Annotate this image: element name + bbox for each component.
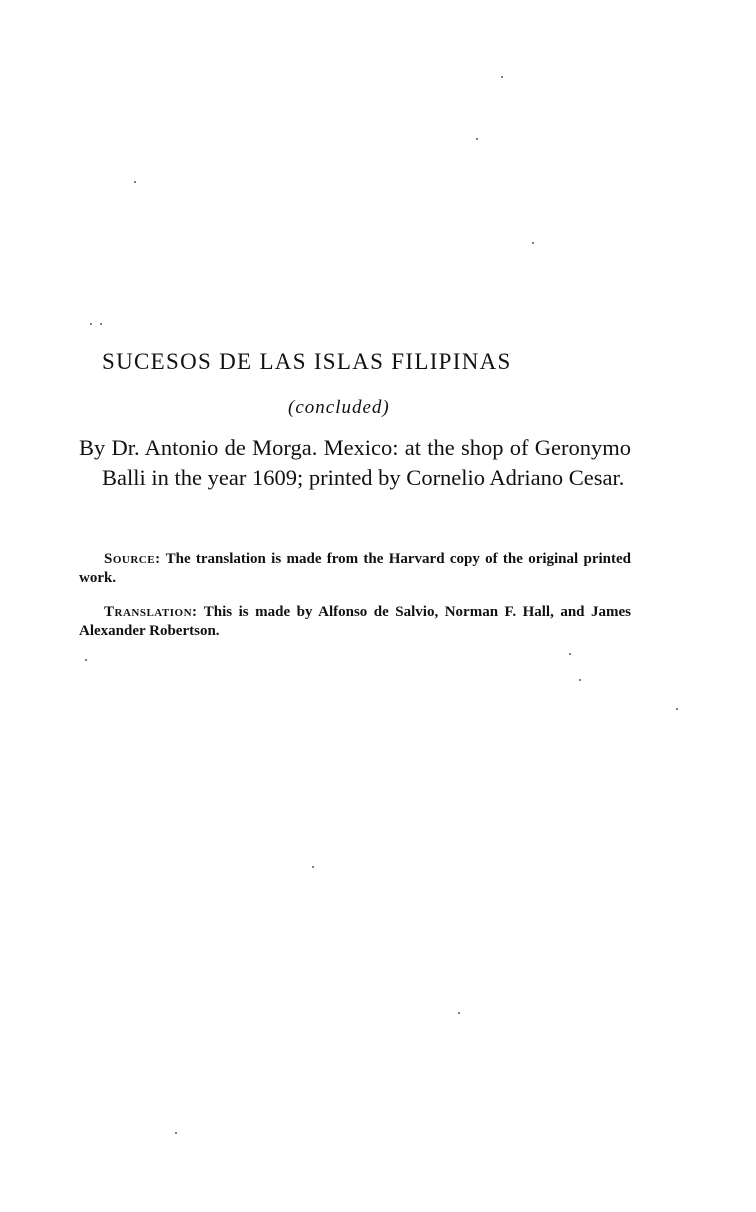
document-subtitle: (concluded) bbox=[288, 397, 390, 418]
scan-speck bbox=[312, 866, 314, 868]
translation-text: This is made by Alfonso de Salvio, Norman F. Hall, and James Alexander Robertson. bbox=[79, 604, 631, 639]
source-label: Source: bbox=[104, 551, 161, 567]
scan-speck bbox=[100, 323, 102, 325]
scan-speck bbox=[569, 653, 571, 655]
scan-speck bbox=[134, 181, 136, 183]
scan-speck bbox=[175, 1132, 177, 1134]
scan-speck bbox=[85, 659, 87, 661]
scan-speck bbox=[501, 76, 503, 78]
scan-speck bbox=[579, 679, 581, 681]
document-title: SUCESOS DE LAS ISLAS FILIPINAS bbox=[102, 349, 512, 374]
source-text: The translation is made from the Harvard copy of the original printed work. bbox=[79, 551, 631, 586]
bibliographic-citation: By Dr. Antonio de Morga. Mexico: at the shop of Geronymo Balli in the year 1609; printed by Cornelio Adriano Cesar. bbox=[79, 435, 631, 490]
translation-label: Translation: bbox=[104, 604, 198, 620]
scan-speck bbox=[476, 138, 478, 140]
source-note bbox=[79, 550, 631, 588]
scan-speck bbox=[676, 708, 678, 710]
translation-note bbox=[79, 603, 631, 641]
scan-speck bbox=[458, 1012, 460, 1014]
scan-speck bbox=[90, 323, 92, 325]
scan-speck bbox=[532, 242, 534, 244]
